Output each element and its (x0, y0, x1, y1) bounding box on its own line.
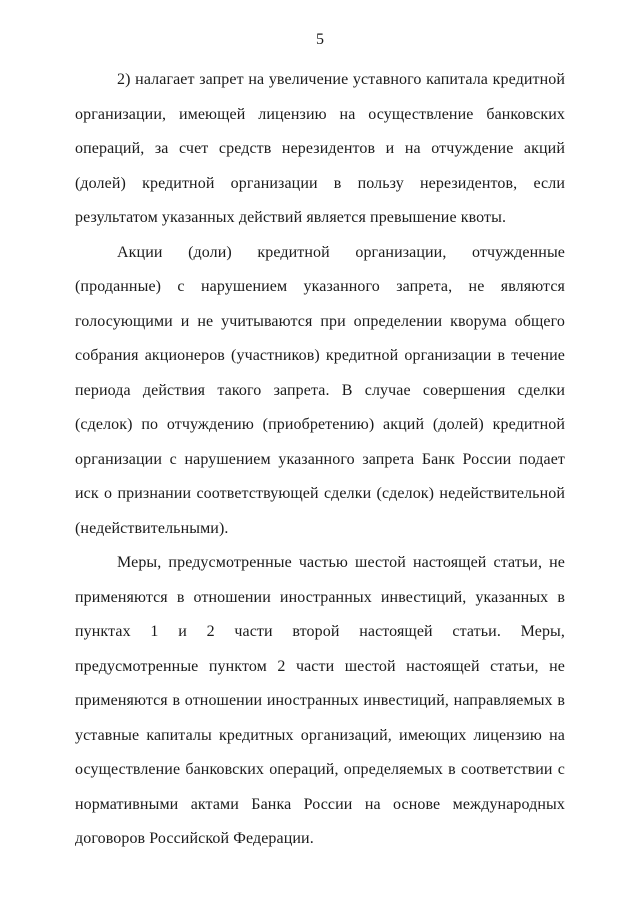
paragraph-2: Акции (доли) кредитной организации, отчужденные (проданные) с нарушением указанного запрета, не являются голосующими и не учитываются при определении кворума общего собрания акционеров (участников) кредитной организации в течение периода действия такого запрета. В случае совершения сделки (сделок) по отчуждению (приобретению) акций (долей) кредитной организации с нарушением указанного запрета Банк России подает иск о признании соответствующей сделки (сделок) недействительной (недействительными). (75, 243, 565, 537)
document-body (75, 63, 565, 857)
page-number: 5 (316, 31, 324, 48)
paragraph-1: 2) налагает запрет на увеличение уставного капитала кредитной организации, имеющей лицензию на осуществление банковских операций, за счет средств нерезидентов и на отчуждение акций (долей) кредитной организации в пользу нерезидентов, если результатом указанных действий является превышение квоты. (75, 71, 565, 226)
paragraph-3: Меры, предусмотренные частью шестой настоящей статьи, не применяются в отношении иностранных инвестиций, указанных в пунктах 1 и 2 части второй настоящей статьи. Меры, предусмотренные пунктом 2 части шестой настоящей статьи, не применяются в отношении иностранных инвестиций, направляемых в уставные капиталы кредитных организаций, имеющих лицензию на осуществление банковских операций, определяемых в соответствии с нормативными актами Банка России на основе международных договоров Российской Федерации. (75, 554, 565, 847)
